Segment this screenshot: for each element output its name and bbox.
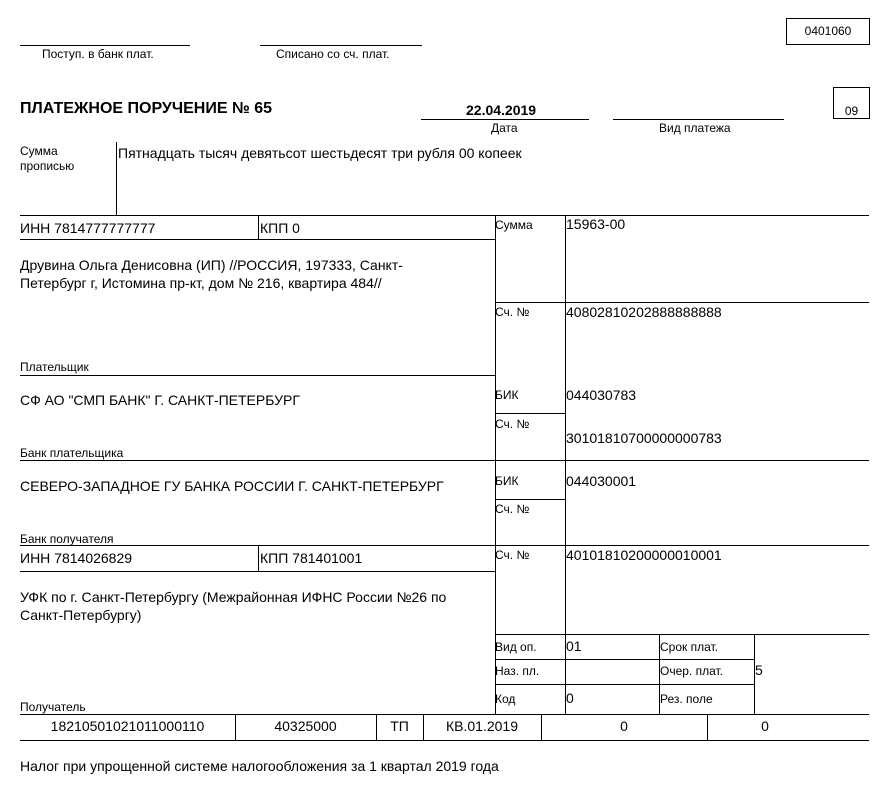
tax-kbk: 18210501021011000110	[50, 718, 205, 734]
recipient-acc: 40101810200000010001	[566, 547, 722, 563]
grid-line-payer-inn	[20, 239, 495, 240]
payer-account-value: 40802810202888888888	[566, 304, 722, 320]
recipient-bank-label: Банк получателя	[20, 532, 114, 546]
payer-name-line-1: Друвина Ольга Денисовна (ИП) //РОССИЯ, 197333, Санкт-	[20, 257, 403, 273]
tax-oktmo: 40325000	[274, 718, 337, 734]
srok-label: Срок плат.	[660, 640, 719, 654]
grid-line-recipient-bik	[495, 499, 565, 500]
payer-bank-name: СФ АО "СМП БАНК" Г. САНКТ-ПЕТЕРБУРГ	[20, 392, 300, 408]
recipient-bank-acc-label: Сч. №	[495, 502, 530, 516]
date-line	[421, 119, 589, 120]
grid-payer-kpp-divider	[258, 215, 259, 239]
grid-recipient-kpp-divider	[258, 545, 259, 571]
payer-bank-acc: 30101810700000000783	[566, 430, 722, 446]
recipient-name-line-1: УФК по г. Санкт-Петербургу (Межрайонная ИФНС России №26 по	[20, 589, 447, 605]
status-code: 09	[844, 104, 859, 118]
recipient-acc-label: Сч. №	[495, 548, 530, 562]
ocher-label: Очер. плат.	[660, 664, 724, 678]
kod-value: 0	[566, 690, 574, 706]
amount-words-label-2: прописью	[20, 159, 75, 173]
form-code: 0401060	[804, 24, 852, 38]
grid-line-top	[20, 215, 869, 216]
grid-line-payer-bank	[20, 460, 869, 461]
tax-doc-date: 0	[761, 718, 769, 734]
recipient-bank-name: СЕВЕРО-ЗАПАДНОЕ ГУ БАНКА РОССИИ Г. САНКТ-ПЕТЕРБУРГ	[20, 478, 444, 494]
tax-period: КВ.01.2019	[446, 718, 518, 734]
vid-op-label: Вид оп.	[495, 640, 537, 654]
grid-line-recipient-bank	[20, 545, 869, 546]
kod-label: Код	[495, 692, 516, 706]
grid-line-amount	[495, 302, 869, 303]
grid-line-recipient-acc	[495, 634, 869, 635]
amount-words-divider	[116, 142, 117, 215]
payment-type-label: Вид платежа	[659, 121, 731, 135]
date-label: Дата	[491, 121, 518, 135]
document-title: ПЛАТЕЖНОЕ ПОРУЧЕНИЕ № 65	[20, 100, 273, 117]
recipient-bank-bik: 044030001	[566, 473, 637, 489]
grid-line-op-2	[495, 684, 754, 685]
payer-kpp: КПП 0	[260, 220, 300, 236]
tax-basis: ТП	[390, 718, 409, 734]
payer-bank-bik: 044030783	[566, 387, 637, 403]
grid-line-recipient	[20, 714, 869, 715]
payer-inn: ИНН 7814777777777	[20, 220, 156, 236]
payment-purpose: Налог при упрощенной системе налогообложения за 1 квартал 2019 года	[20, 758, 499, 774]
amount-words-label-1: Сумма	[20, 144, 58, 158]
grid-line-recipient-inn	[20, 571, 495, 572]
debited-line	[260, 45, 422, 46]
recipient-inn: ИНН 7814026829	[20, 550, 133, 566]
amount-words: Пятнадцать тысяч девятьсот шестьдесят три рубля 00 копеек	[118, 145, 522, 161]
payer-bank-bik-label: БИК	[495, 388, 519, 402]
rez-label: Рез. поле	[660, 692, 713, 706]
recipient-label: Получатель	[20, 700, 86, 714]
tax-row-bottom	[20, 740, 869, 741]
tax-doc-number: 0	[620, 718, 628, 734]
vid-op-value: 01	[566, 638, 582, 654]
received-line	[20, 45, 190, 46]
payer-bank-acc-label: Сч. №	[495, 417, 530, 431]
grid-line-op-1	[495, 659, 754, 660]
payer-name-line-2: Петербург г, Истомина пр-кт, дом № 216, квартира 484//	[20, 275, 382, 291]
payment-type-line	[613, 119, 784, 120]
amount-label: Сумма	[495, 218, 533, 232]
debited-label: Списано со сч. плат.	[276, 47, 390, 61]
payer-bank-label: Банк плательщика	[20, 446, 124, 460]
amount-value: 15963-00	[566, 216, 626, 232]
payer-account-label: Сч. №	[495, 305, 530, 319]
payer-label: Плательщик	[20, 360, 89, 374]
grid-line-payer-bik	[495, 413, 565, 414]
recipient-name-line-2: Санкт-Петербургу)	[20, 607, 142, 623]
date-value: 22.04.2019	[466, 102, 537, 118]
ocher-value: 5	[755, 662, 763, 678]
naz-pl-label: Наз. пл.	[495, 664, 540, 678]
recipient-kpp: КПП 781401001	[260, 550, 363, 566]
grid-line-payer	[20, 375, 495, 376]
recipient-bank-bik-label: БИК	[495, 474, 519, 488]
received-label: Поступ. в банк плат.	[42, 47, 154, 61]
